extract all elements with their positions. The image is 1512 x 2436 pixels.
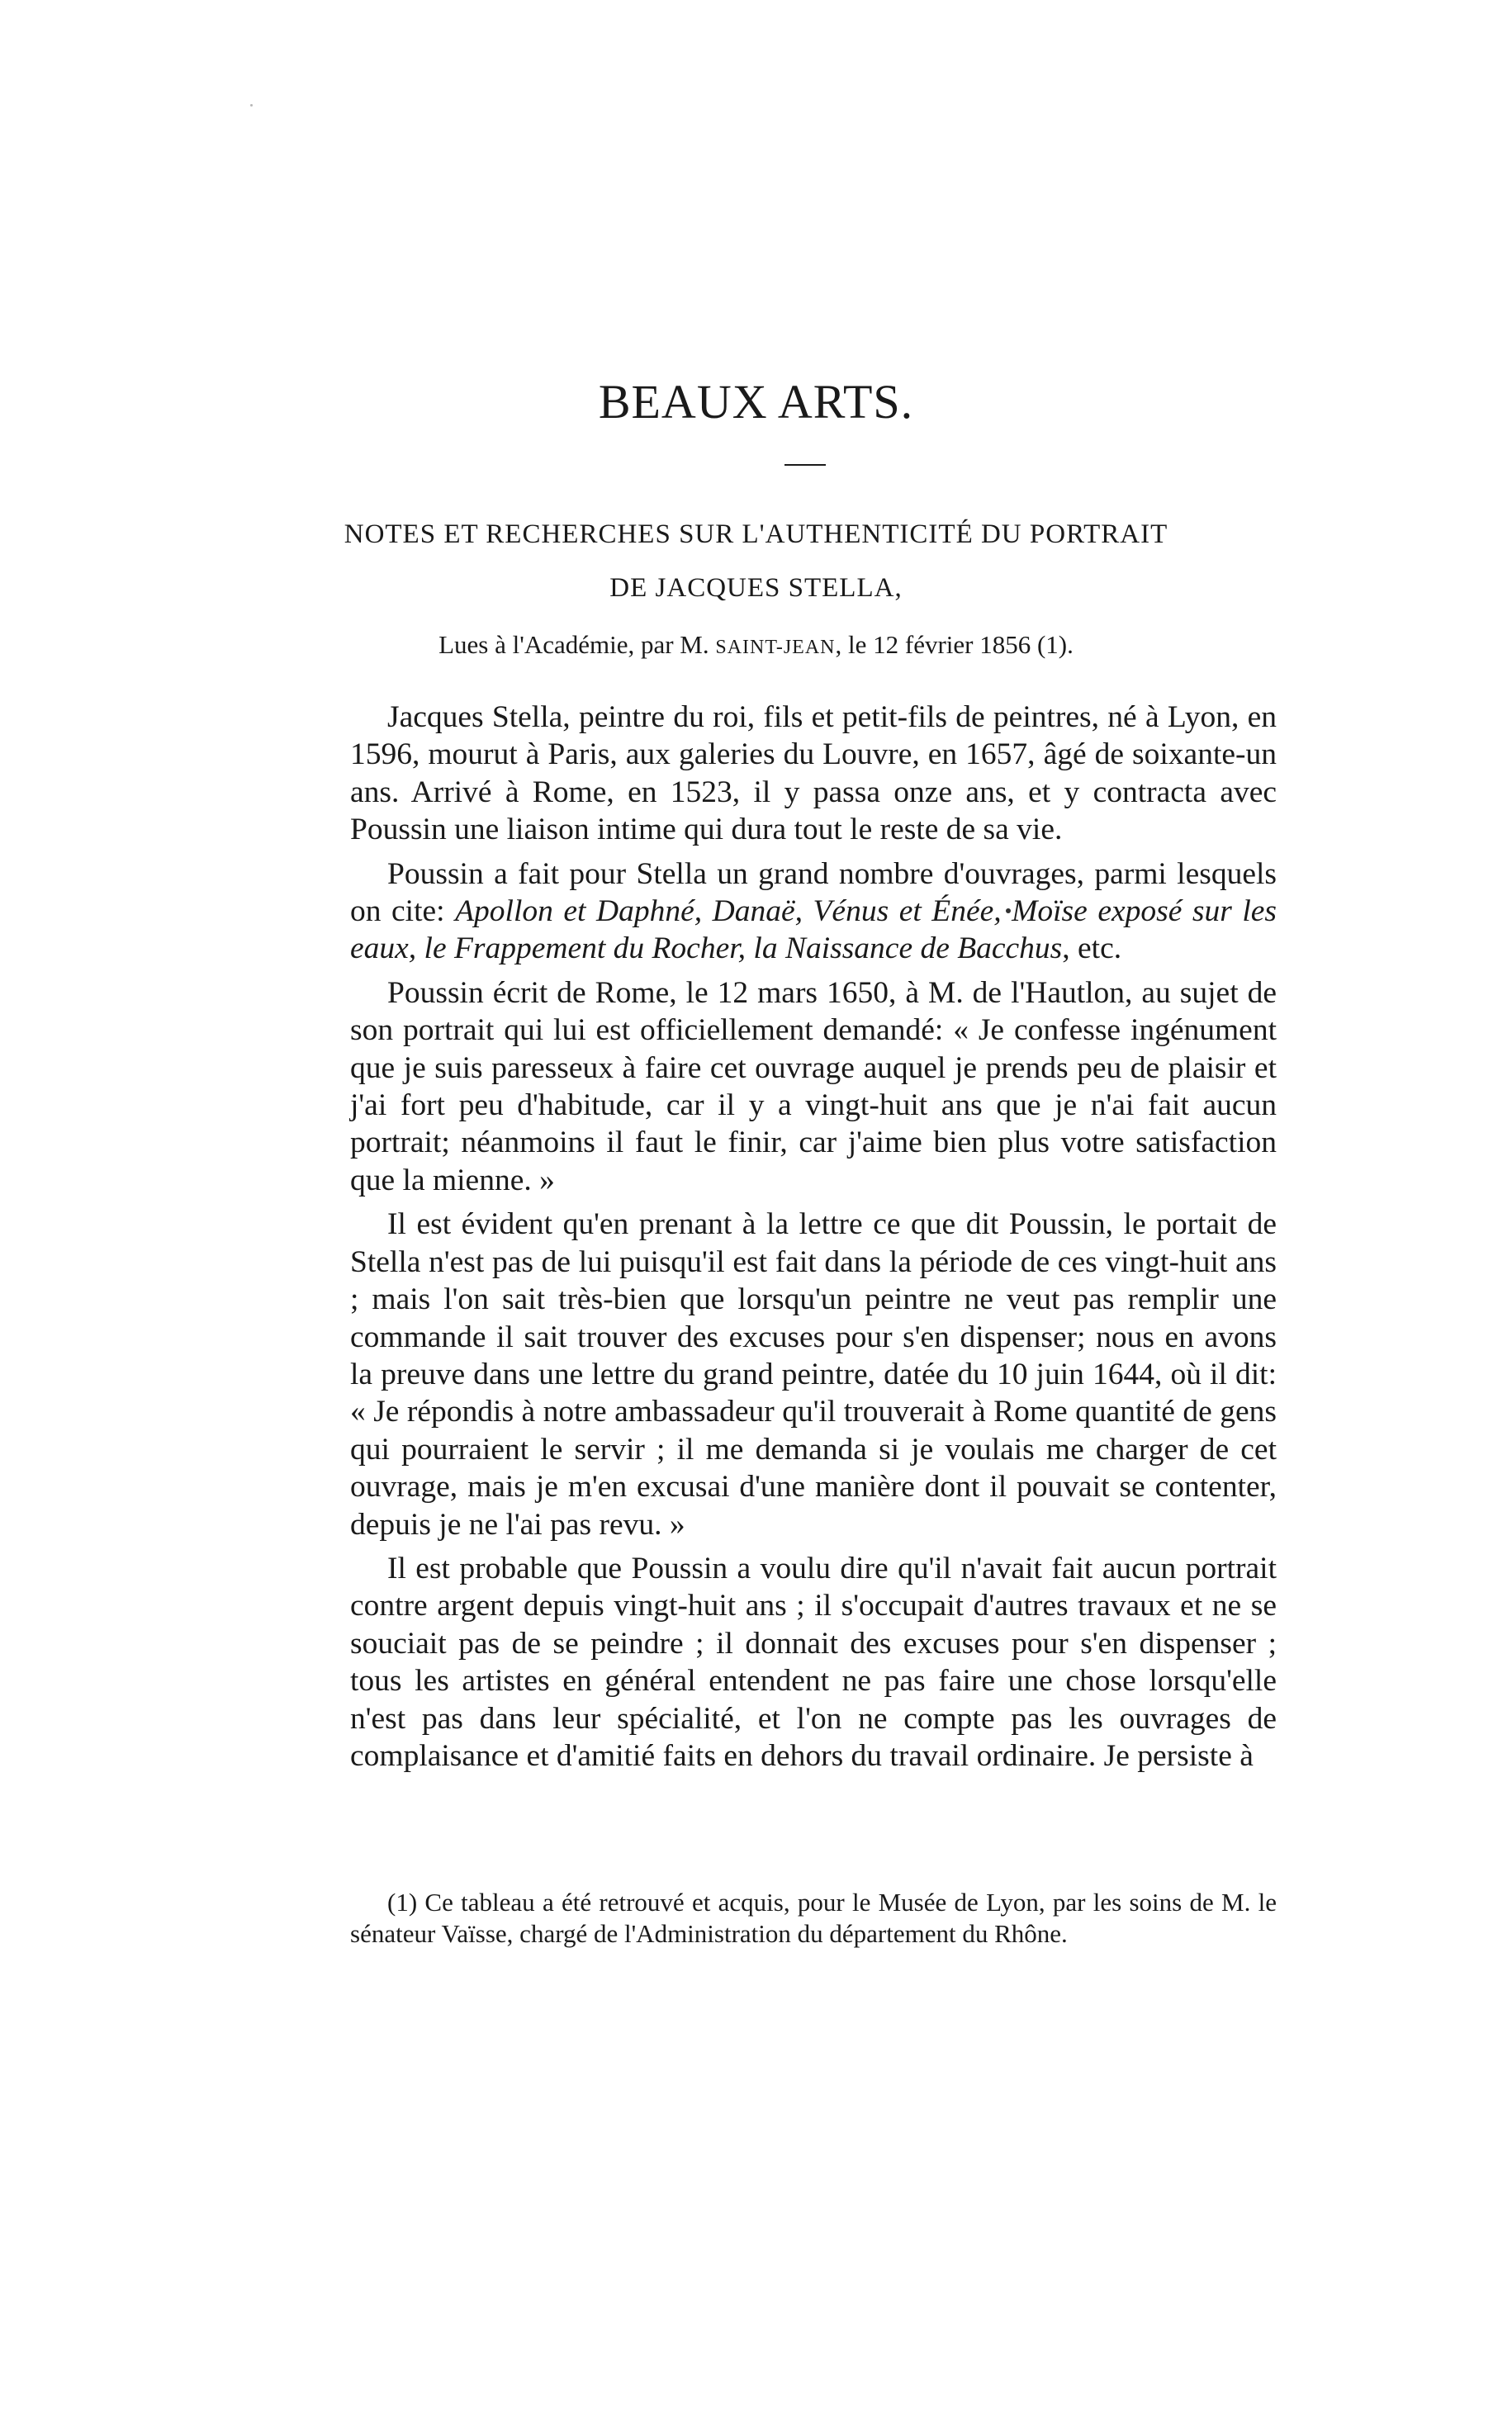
byline-author: SAINT-JEAN (715, 637, 836, 658)
byline (0, 628, 1512, 665)
byline-suffix: , le 12 février 1856 (1). (835, 630, 1074, 659)
paragraph-2-end: , etc. (1062, 931, 1122, 966)
byline-prefix: Lues à l'Académie, par M. (438, 630, 716, 659)
paragraph-3: Poussin écrit de Rome, le 12 mars 1650, à M. de l'Hautlon, au sujet de son portrait qui lui est officiellement demandé: « Je confesse ingénument que je suis paresseux à faire cet ouvrage auquel je prends peu de plaisir et j'ai fort peu d'habitude, car il y a vingt-huit ans que je n'ai fait aucun portrait; néanmoins il faut le finir, car j'aime bien plus votre satisfaction que la mienne. » (350, 975, 1277, 1197)
article-title-line1: NOTES ET RECHERCHES SUR L'AUTHENTICITÉ DU PORTRAIT (344, 519, 1168, 549)
paragraph-2-works: Apollon et Daphné, Danaë, Vénus et Énée, Moïse exposé sur les eaux, le Frappement du Rocher, la Naissance de Bacchus (350, 894, 1277, 966)
paragraph-5: Il est probable que Poussin a voulu dire qu'il n'avait fait aucun portrait contre argent depuis vingt-huit ans ; il s'occupait d'autres travaux et ne se souciait pas de se peindre ; il donnait des excuses pour s'en dispenser ; tous les artistes en général entendent ne pas faire une chose lorsqu'elle n'est pas dans leur spécialité, et l'on ne compte pas les ouvrages de complaisance et d'amitié faits en dehors du travail ordinaire. Je persiste à (350, 1551, 1277, 1773)
footnote-text: (1) Ce tableau a été retrouvé et acquis, pour le Musée de Lyon, par les soins de M. le sénateur Vaïsse, chargé de l'Administration du département du Rhône. (350, 1888, 1277, 1948)
article-body (350, 699, 1277, 1781)
article-title-line2: DE JACQUES STELLA, (609, 573, 903, 603)
paragraph-4: Il est évident qu'en prenant à la lettre ce que dit Poussin, le portait de Stella n'est pas de lui puisqu'il est fait dans la période de ces vingt-huit ans ; mais l'on sait très-bien que lorsqu'un peintre ne veut pas remplir une commande il sait trouver des excuses pour s'en dispenser; nous en avons la preuve dans une lettre du grand peintre, datée du 10 juin 1644, où il dit: « Je répondis à notre ambassadeur qu'il trouverait à Rome quantité de gens qui pourraient le servir ; il me demanda si je voulais me charger de cet ouvrage, mais je m'en excusai d'une manière dont il pouvait se contenter, depuis je ne l'ai pas revu. » (350, 1207, 1277, 1542)
paragraph-2 (350, 855, 1277, 968)
section-title: BEAUX ARTS. (598, 375, 914, 429)
paragraph-2-start: Poussin a fait pour Stella un grand nombre d'ouvrages, parmi lesquels on cite: (350, 856, 1277, 929)
title-rule (784, 464, 826, 466)
margin-speck (250, 104, 253, 107)
footnote (350, 1887, 1277, 1950)
paragraph-1: Jacques Stella, peintre du roi, fils et petit-fils de peintres, né à Lyon, en 1596, mourut à Paris, aux galeries du Louvre, en 1657, âgé de soixante-un ans. Arrivé à Rome, en 1523, il y passa onze ans, et y contracta avec Poussin une liaison intime qui dura tout le reste de sa vie. (350, 700, 1277, 847)
